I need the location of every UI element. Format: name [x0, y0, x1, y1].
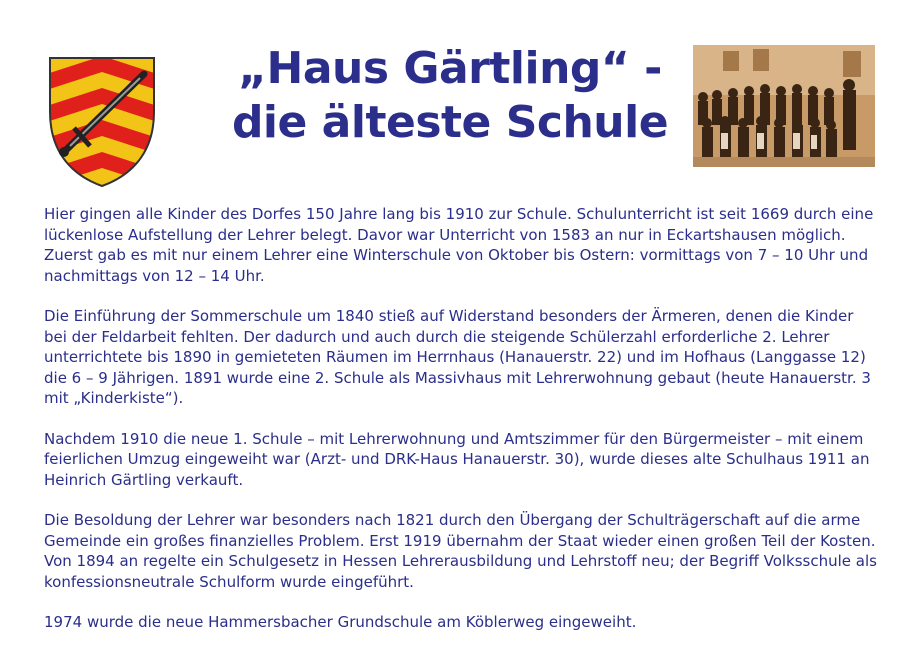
coat-of-arms-icon: [44, 50, 160, 190]
paragraph-5: 1974 wurde die neue Hammersbacher Grundschule am Köblerweg eingeweiht.: [44, 613, 637, 631]
paragraph-3: Nachdem 1910 die neue 1. Schule – mit Lehrerwohnung und Amtszimmer für den Bürgermeister – mit einem feierlichen Umzug eingeweiht war (Arzt- und DRK-Haus Hanauerstr. 30), wurde dieses alte Schulhaus 1911 an Heinrich Gärtling verkauft.: [44, 429, 870, 489]
title-line-2: die älteste Schule: [231, 97, 669, 148]
paragraph-1: Hier gingen alle Kinder des Dorfes 150 Jahre lang bis 1910 zur Schule. Schulunterricht ist seit 1669 durch eine lückenlose Aufstellung der Lehrer belegt. Davor war Unterricht von 1583 an nur in Eckartshausen möglich. Zuerst gab es mit nur einem Lehrer eine Winterschule von Oktober bis Ostern: vormittags von 7 – 10 Uhr und nachmittags von 12 – 14 Uhr.: [44, 205, 874, 285]
body-text: [44, 204, 880, 653]
paragraph-2: Die Einführung der Sommerschule um 1840 stieß auf Widerstand besonders der Ärmeren, denen die Kinder bei der Feldarbeit fehlten. Der dadurch und auch durch die steigende Schülerzahl erforderliche 2. Lehrer unterrichtete bis 1890 in gemieteten Räumen im Herrnhaus (Hanauerstr. 22) und im Hofhaus (Langgasse 12) die 6 – 9 Jährigen. 1891 wurde eine 2. Schule als Massivhaus mit Lehrerwohnung gebaut (heute Hanauerstr. 3 mit „Kinderkiste“).: [44, 307, 871, 407]
historic-photo-icon: [693, 45, 875, 167]
page-title: [200, 42, 700, 150]
paragraph-4: Die Besoldung der Lehrer war besonders nach 1821 durch den Übergang der Schulträgerschaft auf die arme Gemeinde ein großes finanzielles Problem. Erst 1919 übernahm der Staat wieder einen großen Teil der Kosten. Von 1894 an regelte ein Schulgesetz in Hessen Lehrerausbildung und Lehrstoff neu; der Begriff Volksschule als konfessionsneutrale Schulform wurde eingeführt.: [44, 511, 877, 591]
title-line-1: „Haus Gärtling“ -: [238, 43, 662, 94]
